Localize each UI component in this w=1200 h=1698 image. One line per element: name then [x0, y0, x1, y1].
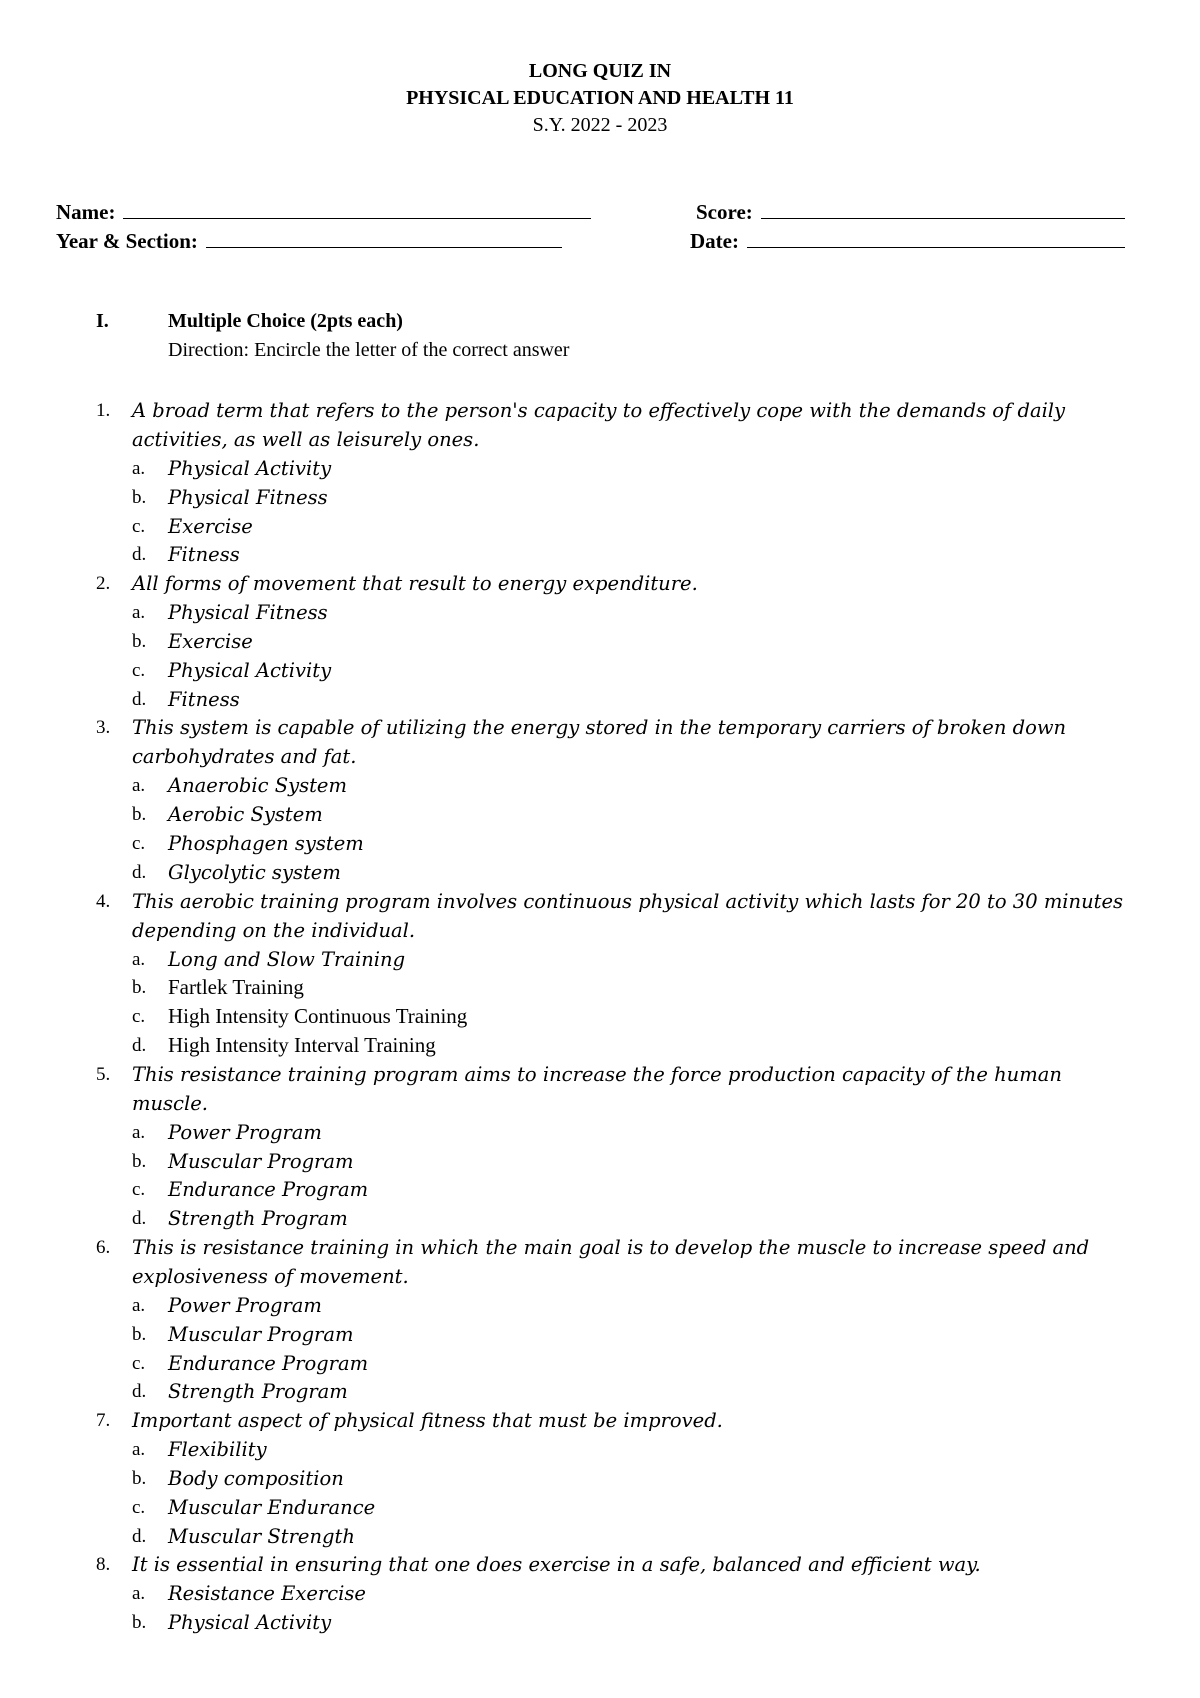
question — [0, 396, 1200, 569]
question-text: Important aspect of physical fitness that must be improved. — [132, 1409, 723, 1433]
option-letter[interactable]: b. — [132, 1150, 147, 1172]
answer-option[interactable] — [0, 1579, 1200, 1608]
option-letter[interactable]: b. — [132, 1467, 147, 1489]
question-number: 2. — [96, 573, 111, 595]
option-text: High Intensity Continuous Training — [168, 1004, 468, 1029]
document-header — [0, 58, 1200, 139]
year-section-field — [56, 227, 562, 254]
question — [0, 713, 1200, 886]
option-text: Endurance Program — [168, 1178, 369, 1202]
year-section-label: Year & Section: — [56, 229, 198, 253]
date-blank[interactable] — [747, 227, 1125, 248]
option-text: Physical Activity — [168, 457, 332, 480]
option-letter[interactable]: b. — [132, 486, 147, 508]
option-list — [0, 945, 1200, 1060]
option-letter[interactable]: a. — [132, 948, 146, 970]
option-text: Physical Fitness — [168, 601, 328, 625]
answer-option[interactable] — [0, 627, 1200, 656]
score-blank[interactable] — [761, 198, 1125, 219]
option-letter[interactable]: c. — [132, 1006, 146, 1028]
answer-option[interactable] — [0, 483, 1200, 512]
option-text: Fitness — [168, 687, 240, 711]
answer-option[interactable] — [0, 1204, 1200, 1233]
option-letter[interactable]: c. — [132, 1179, 146, 1201]
year-section-blank[interactable] — [206, 227, 562, 248]
header-subject: PHYSICAL EDUCATION AND HEALTH 11 — [406, 87, 794, 109]
option-text: Exercise — [168, 629, 253, 653]
option-letter[interactable]: d. — [132, 1034, 147, 1056]
question-number: 6. — [96, 1236, 111, 1258]
option-text: Muscular Endurance — [168, 1495, 376, 1519]
option-text: Physical Activity — [168, 1611, 332, 1635]
name-label: Name: — [56, 200, 116, 224]
answer-option[interactable] — [0, 512, 1200, 541]
question-number: 1. — [96, 400, 111, 421]
section-direction: Direction: Encircle the letter of the correct answer — [168, 339, 570, 361]
section-number: I. — [96, 310, 109, 332]
answer-option[interactable] — [0, 1522, 1200, 1551]
question-text: A broad term that refers to the person's capacity to effectively cope with the demands of daily activities, as well as leisurely ones. — [132, 399, 1066, 451]
answer-option[interactable] — [0, 800, 1200, 829]
option-letter[interactable]: a. — [132, 458, 146, 479]
option-letter[interactable]: b. — [132, 977, 147, 999]
answer-option[interactable] — [0, 540, 1200, 569]
option-list — [0, 1291, 1200, 1406]
option-text: Muscular Program — [168, 1149, 354, 1173]
answer-option[interactable] — [0, 1377, 1200, 1406]
option-list — [0, 1118, 1200, 1233]
question-number: 3. — [96, 717, 111, 739]
answer-option[interactable] — [0, 1608, 1200, 1637]
option-letter[interactable]: a. — [132, 1121, 146, 1143]
option-text: Muscular Program — [168, 1322, 354, 1346]
question — [0, 887, 1200, 1060]
question-text: It is essential in ensuring that one does exercise in a safe, balanced and efficient way. — [132, 1553, 981, 1577]
option-letter[interactable]: a. — [132, 1294, 146, 1316]
name-field — [56, 198, 591, 225]
option-text: Fitness — [168, 543, 240, 567]
option-text: Strength Program — [168, 1380, 348, 1404]
answer-option[interactable] — [0, 829, 1200, 858]
option-text: Physical Fitness — [168, 485, 328, 509]
header-school-year: S.Y. 2022 - 2023 — [532, 114, 668, 136]
question — [0, 1550, 1200, 1637]
answer-option[interactable] — [0, 1118, 1200, 1147]
option-letter[interactable]: d. — [132, 861, 147, 883]
answer-option[interactable] — [0, 1349, 1200, 1378]
option-text: Physical Activity — [168, 658, 332, 682]
option-letter[interactable]: a. — [132, 1439, 146, 1461]
option-letter[interactable]: d. — [132, 1525, 147, 1547]
answer-option[interactable] — [0, 1464, 1200, 1493]
answer-option[interactable] — [0, 454, 1200, 483]
header-title: LONG QUIZ IN — [528, 60, 672, 82]
option-text: Muscular Strength — [168, 1524, 355, 1548]
question-text: This system is capable of utilizing the energy stored in the temporary carriers of broken down carbohydrates and fat. — [132, 716, 1067, 769]
question-number: 4. — [96, 890, 111, 912]
question-number: 8. — [96, 1554, 111, 1576]
name-blank[interactable] — [123, 198, 591, 219]
answer-option[interactable] — [0, 858, 1200, 887]
option-letter[interactable]: d. — [132, 1381, 147, 1403]
answer-option[interactable] — [0, 771, 1200, 800]
answer-option[interactable] — [0, 656, 1200, 685]
option-letter[interactable]: d. — [132, 544, 147, 566]
answer-option[interactable] — [0, 1002, 1200, 1031]
question — [0, 1406, 1200, 1550]
option-text: Exercise — [168, 514, 253, 538]
option-letter[interactable]: b. — [132, 630, 147, 652]
option-letter[interactable]: c. — [132, 1352, 146, 1374]
option-text: Strength Program — [168, 1207, 348, 1231]
question-text: This aerobic training program involves continuous physical activity which lasts for 20 to 30 minutes depending on the individual. — [132, 889, 1124, 942]
option-list — [0, 1435, 1200, 1550]
option-letter[interactable]: b. — [132, 1323, 147, 1345]
section-title: Multiple Choice (2pts each) — [168, 310, 403, 332]
option-letter[interactable]: d. — [132, 1208, 147, 1230]
question — [0, 1233, 1200, 1406]
question-text: This is resistance training in which the main goal is to develop the muscle to increase speed and explosiveness of movement. — [132, 1235, 1090, 1288]
option-text: High Intensity Interval Training — [168, 1032, 436, 1057]
answer-option[interactable] — [0, 1175, 1200, 1204]
question-text: This resistance training program aims to increase the force production capacity of the human muscle. — [132, 1062, 1062, 1115]
option-letter[interactable]: d. — [132, 688, 147, 710]
option-letter[interactable]: c. — [132, 832, 146, 854]
question — [0, 569, 1200, 713]
option-text: Glycolytic system — [168, 860, 341, 884]
question-text: All forms of movement that result to energy expenditure. — [132, 572, 698, 596]
answer-option[interactable] — [0, 1435, 1200, 1464]
answer-option[interactable] — [0, 1031, 1200, 1060]
answer-option[interactable] — [0, 1493, 1200, 1522]
option-list — [0, 598, 1200, 713]
option-text: Flexibility — [168, 1438, 267, 1462]
option-list — [0, 454, 1200, 569]
answer-option[interactable] — [0, 945, 1200, 974]
question-number: 5. — [96, 1063, 111, 1085]
option-text: Long and Slow Training — [168, 947, 406, 971]
date-field — [690, 227, 1125, 254]
option-letter[interactable]: c. — [132, 659, 146, 681]
score-field — [696, 198, 1125, 225]
option-letter[interactable]: c. — [132, 515, 146, 537]
option-text: Power Program — [168, 1293, 322, 1317]
answer-option[interactable] — [0, 685, 1200, 714]
option-text: Anaerobic System — [168, 774, 347, 798]
question-list — [0, 396, 1200, 1637]
option-text: Aerobic System — [168, 803, 323, 827]
option-letter[interactable]: b. — [132, 804, 147, 826]
answer-option[interactable] — [0, 973, 1200, 1002]
option-text: Power Program — [168, 1120, 322, 1144]
option-list — [0, 771, 1200, 886]
date-label: Date: — [690, 229, 739, 253]
option-letter[interactable]: b. — [132, 1612, 147, 1634]
option-text: Endurance Program — [168, 1351, 369, 1375]
answer-option[interactable] — [0, 1320, 1200, 1349]
option-list — [0, 1579, 1200, 1637]
option-text: Body composition — [168, 1466, 344, 1490]
option-letter[interactable]: a. — [132, 602, 146, 624]
option-text: Phosphagen system — [168, 831, 364, 855]
option-letter[interactable]: c. — [132, 1496, 146, 1518]
option-letter[interactable]: a. — [132, 1583, 146, 1605]
option-letter[interactable]: a. — [132, 775, 146, 797]
question-number: 7. — [96, 1410, 111, 1432]
question — [0, 1060, 1200, 1233]
option-text: Resistance Exercise — [168, 1582, 366, 1606]
answer-option[interactable] — [0, 598, 1200, 627]
answer-option[interactable] — [0, 1291, 1200, 1320]
option-text: Fartlek Training — [168, 975, 304, 1000]
answer-option[interactable] — [0, 1147, 1200, 1176]
score-label: Score: — [696, 200, 753, 224]
